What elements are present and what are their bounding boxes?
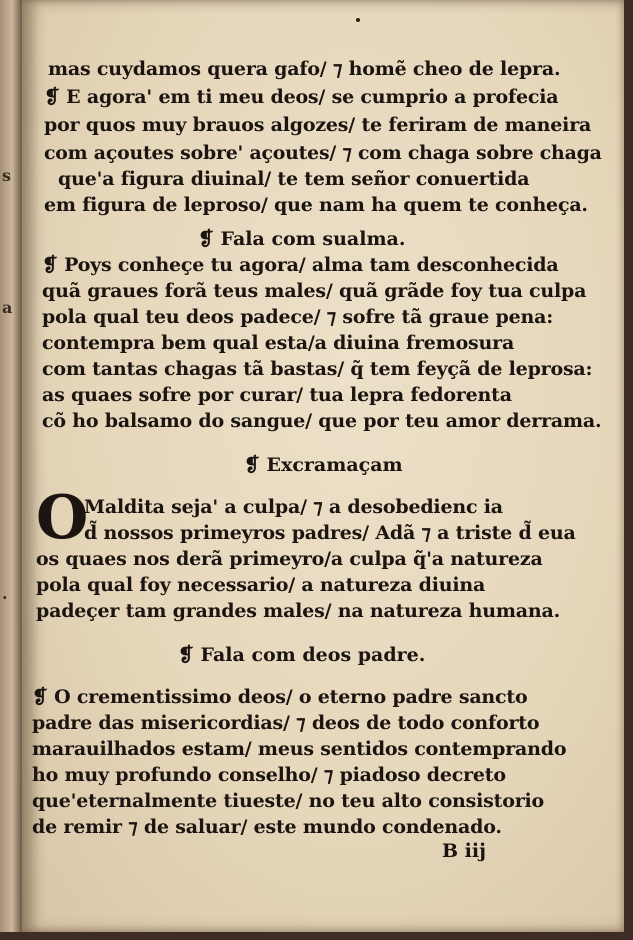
section-heading: ❡ Fala com deos padre. (178, 644, 426, 666)
text-line: d̃ nossos primeyros padres/ Adã ⁊ a triste d̃ eua (84, 522, 576, 544)
text-line: pola qual teu deos padece/ ⁊ sofre tã graue pena: (42, 306, 554, 328)
text-line: ho muy profundo conselho/ ⁊ piadoso decreto (32, 764, 506, 786)
text-line: os quaes nos derã primeyro/a culpa q̃'a natureza (36, 548, 543, 570)
text-line: com açoutes sobre' açoutes/ ⁊ com chaga sobre chaga (44, 142, 602, 164)
drop-cap: O (36, 483, 89, 553)
page-edge-bottom (0, 932, 633, 940)
text-line: padeçer tam grandes males/ na natureza humana. (36, 600, 560, 622)
text-line: cõ ho balsamo do sangue/ que por teu amor derrama. (42, 410, 602, 432)
text-line: as quaes sofre por curar/ tua lepra fedorenta (42, 384, 512, 406)
section-heading: ❡ Excramaçam (244, 454, 403, 476)
text-line: ❡ O crementissimo deos/ o eterno padre sancto (32, 686, 528, 708)
text-line: de remir ⁊ de saluar/ este mundo condenado. (32, 816, 502, 838)
gutter-mark: s (2, 166, 12, 185)
text-line: em figura de leproso/ que nam ha quem te conheça. (44, 194, 588, 216)
text-line: pola qual foy necessario/ a natureza diuina (36, 574, 486, 596)
book-gutter (0, 0, 22, 940)
signature-mark: B iij (442, 840, 486, 862)
section-heading: ❡ Fala com sualma. (198, 228, 406, 250)
text-line: por quos muy brauos algozes/ te feriram de maneira (44, 114, 592, 136)
text-line: ❡ E agora' em ti meu deos/ se cumprio a profecia (44, 86, 559, 108)
page-edge-right (624, 0, 633, 940)
text-line: que'a figura diuinal/ te tem señor conuertida (58, 168, 530, 190)
document-page (22, 0, 624, 932)
gutter-mark: a (2, 298, 13, 317)
text-line: marauilhados estam/ meus sentidos contemprando (32, 738, 567, 760)
text-line: mas cuydamos quera gafo/ ⁊ homẽ cheo de lepra. (48, 58, 561, 80)
page-dot (356, 18, 360, 22)
text-line: ❡ Poys conheçe tu agora/ alma tam desconhecida (42, 254, 559, 276)
gutter-mark: · (2, 588, 8, 607)
text-line: padre das misericordias/ ⁊ deos de todo conforto (32, 712, 540, 734)
page-text (22, 0, 624, 932)
text-line: Maldita seja' a culpa/ ⁊ a desobedienc ia (84, 496, 503, 518)
text-line: contempra bem qual esta/a diuina fremosura (42, 332, 515, 354)
text-line: quã graues forã teus males/ quã grãde foy tua culpa (42, 280, 587, 302)
text-line: com tantas chagas tã bastas/ q̃ tem feyçã de leprosa: (42, 358, 593, 380)
text-line: que'eternalmente tiueste/ no teu alto consistorio (32, 790, 545, 812)
